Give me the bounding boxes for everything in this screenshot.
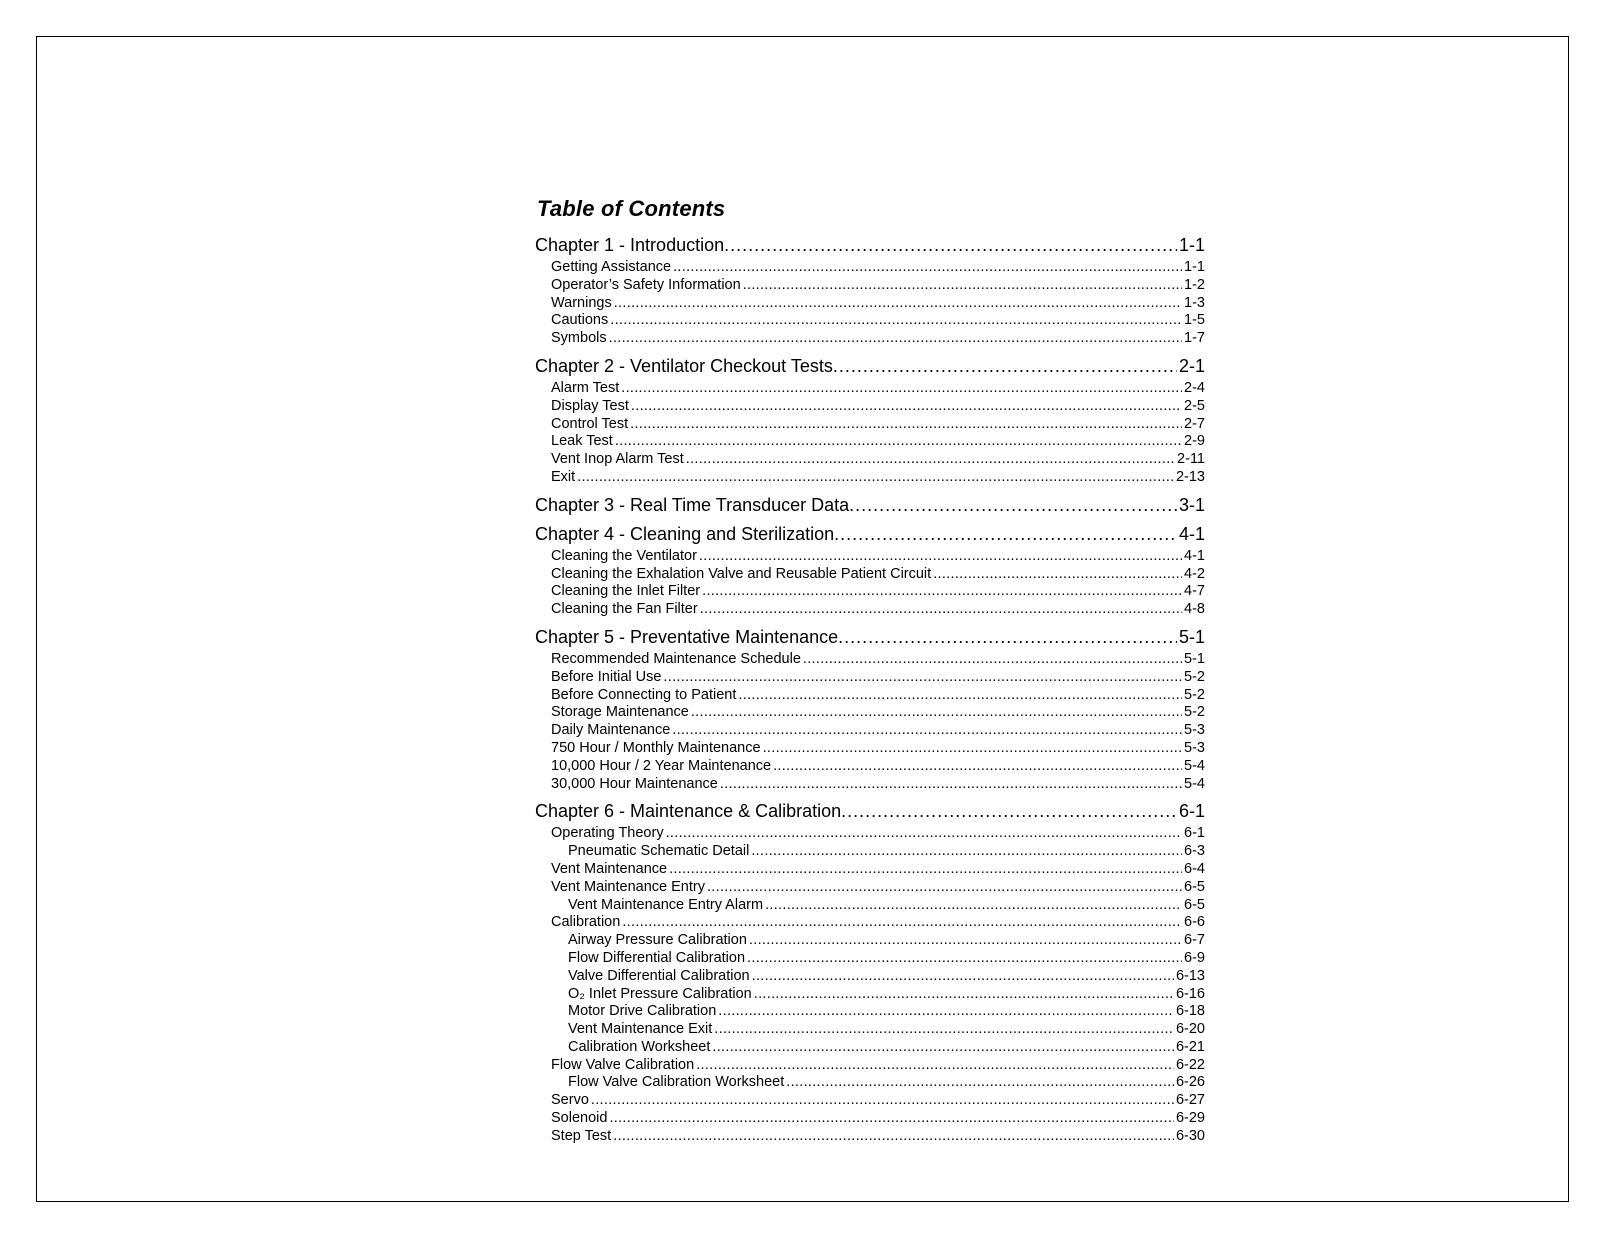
entry-title: O₂ Inlet Pressure Calibration bbox=[568, 985, 752, 1002]
entry-title: Vent Inop Alarm Test bbox=[551, 451, 684, 468]
entry-page-number: 2-11 bbox=[1177, 451, 1205, 468]
dot-leader bbox=[696, 1057, 1174, 1075]
toc-subentry-link[interactable] bbox=[535, 950, 1205, 968]
dot-leader bbox=[786, 1074, 1174, 1092]
dot-leader bbox=[834, 523, 1177, 545]
toc-entry-link[interactable] bbox=[535, 1128, 1205, 1146]
dot-leader bbox=[747, 950, 1182, 968]
entry-page-number: 6-5 bbox=[1184, 896, 1205, 913]
entry-title: Cleaning the Inlet Filter bbox=[551, 583, 701, 600]
dot-leader bbox=[707, 879, 1182, 897]
toc-entry-link[interactable] bbox=[535, 687, 1205, 705]
chapter-page-number: 4-1 bbox=[1178, 523, 1205, 544]
entry-list bbox=[535, 651, 1205, 793]
entry-title: Warnings bbox=[551, 294, 612, 311]
chapter-title: Chapter 1 - Introduction bbox=[535, 235, 725, 255]
dot-leader bbox=[613, 1128, 1174, 1146]
entry-page-number: 6-26 bbox=[1175, 1074, 1205, 1091]
entry-page-number: 1-1 bbox=[1184, 259, 1205, 275]
dot-leader bbox=[803, 651, 1182, 669]
entry-title: Solenoid bbox=[551, 1110, 608, 1127]
dot-leader bbox=[754, 986, 1174, 1004]
entry-title: Step Test bbox=[551, 1127, 612, 1144]
dot-leader bbox=[773, 758, 1182, 776]
dot-leader bbox=[718, 1003, 1174, 1021]
toc-entry-link[interactable] bbox=[535, 259, 1205, 277]
toc-entry-link[interactable] bbox=[535, 740, 1205, 758]
toc-entry-link[interactable] bbox=[535, 1110, 1205, 1128]
entry-title: Before Connecting to Patient bbox=[551, 686, 737, 703]
entry-page-number: 6-16 bbox=[1175, 985, 1205, 1002]
entry-page-number: 5-2 bbox=[1184, 686, 1205, 703]
dot-leader bbox=[720, 776, 1182, 794]
chapter-heading-link[interactable] bbox=[535, 355, 1205, 377]
entry-title: Servo bbox=[551, 1092, 589, 1109]
chapter-heading-link[interactable] bbox=[535, 626, 1205, 648]
toc-chapter bbox=[535, 234, 1205, 348]
entry-page-number: 1-7 bbox=[1184, 330, 1205, 347]
toc-entry-link[interactable] bbox=[535, 758, 1205, 776]
toc-entry-link[interactable] bbox=[535, 295, 1205, 313]
chapter-title: Chapter 3 - Real Time Transducer Data bbox=[535, 494, 850, 515]
dot-leader bbox=[833, 355, 1177, 377]
entry-title: 10,000 Hour / 2 Year Maintenance bbox=[551, 757, 772, 774]
dot-leader bbox=[743, 277, 1182, 295]
toc-entry-link[interactable] bbox=[535, 380, 1205, 398]
dot-leader bbox=[714, 1021, 1174, 1039]
toc-subentry-link[interactable] bbox=[535, 1003, 1205, 1021]
entry-title: Vent Maintenance bbox=[551, 860, 668, 877]
toc-entry-link[interactable] bbox=[535, 669, 1205, 687]
entry-title: Cautions bbox=[551, 312, 609, 329]
entry-page-number: 6-1 bbox=[1184, 825, 1205, 842]
entry-page-number: 1-3 bbox=[1184, 294, 1205, 311]
entry-title: Calibration bbox=[551, 914, 621, 931]
chapter-page-number: 6-1 bbox=[1178, 801, 1205, 822]
page-title: Table of Contents bbox=[537, 196, 726, 221]
entry-title: Vent Maintenance Entry Alarm bbox=[568, 896, 764, 913]
toc-subentry-link[interactable] bbox=[535, 986, 1205, 1004]
entry-title: Leak Test bbox=[551, 433, 613, 450]
dot-leader bbox=[631, 398, 1182, 416]
toc-entry-link[interactable] bbox=[535, 583, 1205, 601]
entry-page-number: 6-29 bbox=[1175, 1110, 1205, 1127]
dot-leader bbox=[749, 932, 1182, 950]
dot-leader bbox=[591, 1092, 1174, 1110]
entry-title: Cleaning the Ventilator bbox=[551, 547, 697, 564]
entry-title: 30,000 Hour Maintenance bbox=[551, 775, 718, 792]
toc-entry-link[interactable] bbox=[535, 277, 1205, 295]
dot-leader bbox=[577, 469, 1174, 487]
entry-title: Before Initial Use bbox=[551, 668, 662, 685]
toc-entry-link[interactable] bbox=[535, 704, 1205, 722]
chapter-heading-link[interactable] bbox=[535, 494, 1205, 516]
entry-page-number: 5-2 bbox=[1184, 704, 1205, 721]
toc-entry-link[interactable] bbox=[535, 825, 1205, 843]
dot-leader bbox=[691, 704, 1182, 722]
dot-leader bbox=[609, 330, 1182, 348]
entry-title: Display Test bbox=[551, 397, 629, 414]
entry-page-number: 6-13 bbox=[1175, 967, 1205, 984]
chapter-page-number: 2-1 bbox=[1178, 355, 1205, 376]
toc-entry-link[interactable] bbox=[535, 651, 1205, 669]
toc-subentry-link[interactable] bbox=[535, 968, 1205, 986]
dot-leader bbox=[724, 234, 1177, 256]
chapter-page-number: 3-1 bbox=[1178, 494, 1205, 515]
entry-page-number: 5-3 bbox=[1184, 722, 1205, 739]
dot-leader bbox=[699, 548, 1182, 566]
entry-page-number: 6-18 bbox=[1175, 1003, 1205, 1020]
toc-subentry-link[interactable] bbox=[535, 1021, 1205, 1039]
toc-entry-link[interactable] bbox=[535, 861, 1205, 879]
entry-title: Motor Drive Calibration bbox=[568, 1003, 717, 1020]
toc-entry-link[interactable] bbox=[535, 776, 1205, 794]
chapter-heading-link[interactable] bbox=[535, 800, 1205, 822]
entry-title: Flow Valve Calibration Worksheet bbox=[568, 1074, 785, 1091]
entry-title: Storage Maintenance bbox=[551, 704, 689, 721]
dot-leader bbox=[686, 451, 1175, 469]
toc-entry-link[interactable] bbox=[535, 451, 1205, 469]
entry-page-number: 6-5 bbox=[1184, 878, 1205, 895]
entry-title: Pneumatic Schematic Detail bbox=[568, 843, 750, 860]
entry-page-number: 2-9 bbox=[1184, 433, 1205, 450]
entry-list bbox=[535, 259, 1205, 348]
entry-page-number: 6-20 bbox=[1175, 1021, 1205, 1038]
dot-leader bbox=[666, 825, 1182, 843]
entry-page-number: 6-21 bbox=[1175, 1038, 1205, 1055]
entry-page-number: 4-1 bbox=[1184, 547, 1205, 564]
dot-leader bbox=[663, 669, 1182, 687]
entry-page-number: 6-7 bbox=[1184, 932, 1205, 949]
dot-leader bbox=[751, 843, 1182, 861]
entry-title: Control Test bbox=[551, 415, 629, 432]
toc-subentry-link[interactable] bbox=[535, 1074, 1205, 1092]
entry-page-number: 1-2 bbox=[1184, 276, 1205, 293]
entry-title: Exit bbox=[551, 468, 576, 485]
entry-page-number: 2-7 bbox=[1184, 415, 1205, 432]
toc-subentry-link[interactable] bbox=[535, 1039, 1205, 1057]
toc-chapter bbox=[535, 523, 1205, 619]
dot-leader bbox=[672, 722, 1182, 740]
entry-page-number: 6-6 bbox=[1184, 914, 1205, 931]
toc-subentry-link[interactable] bbox=[535, 897, 1205, 915]
dot-leader bbox=[752, 968, 1174, 986]
entry-page-number: 1-5 bbox=[1184, 312, 1205, 329]
entry-page-number: 6-27 bbox=[1175, 1092, 1205, 1109]
dot-leader bbox=[838, 626, 1177, 648]
toc-entry-link[interactable] bbox=[535, 416, 1205, 434]
dot-leader bbox=[841, 800, 1177, 822]
toc-entry-link[interactable] bbox=[535, 879, 1205, 897]
chapter-title: Chapter 2 - Ventilator Checkout Tests bbox=[535, 355, 833, 376]
chapter-title: Chapter 5 - Preventative Maintenance bbox=[535, 626, 839, 647]
entry-title: Daily Maintenance bbox=[551, 722, 671, 739]
entry-title: Vent Maintenance Exit bbox=[568, 1021, 713, 1038]
entry-page-number: 4-2 bbox=[1184, 565, 1205, 582]
dot-leader bbox=[933, 566, 1182, 584]
toc-entry-link[interactable] bbox=[535, 312, 1205, 330]
toc-entry-link[interactable] bbox=[535, 548, 1205, 566]
chapter-page-number: 5-1 bbox=[1178, 626, 1205, 647]
entry-page-number: 6-3 bbox=[1184, 843, 1205, 860]
entry-title: Vent Maintenance Entry bbox=[551, 878, 705, 895]
entry-title: Cleaning the Fan Filter bbox=[551, 601, 698, 618]
dot-leader bbox=[765, 897, 1182, 915]
entry-list bbox=[535, 825, 1205, 1145]
entry-page-number: 5-3 bbox=[1184, 739, 1205, 756]
toc-chapter bbox=[535, 800, 1205, 1145]
dot-leader bbox=[621, 380, 1182, 398]
toc-entry-link[interactable] bbox=[535, 914, 1205, 932]
chapter-heading-link[interactable] bbox=[535, 234, 1205, 256]
toc-entry-link[interactable] bbox=[535, 1092, 1205, 1110]
dot-leader bbox=[614, 295, 1182, 313]
entry-title: Alarm Test bbox=[551, 379, 620, 396]
entry-title: Getting Assistance bbox=[551, 259, 672, 275]
entry-page-number: 6-4 bbox=[1184, 860, 1205, 877]
entry-page-number: 4-8 bbox=[1184, 601, 1205, 618]
entry-page-number: 5-4 bbox=[1184, 757, 1205, 774]
entry-page-number: 2-5 bbox=[1184, 397, 1205, 414]
entry-title: Operating Theory bbox=[551, 825, 664, 842]
entry-page-number: 4-7 bbox=[1184, 583, 1205, 600]
chapter-page-number: 1-1 bbox=[1178, 235, 1205, 255]
chapter-list bbox=[535, 234, 1205, 1146]
entry-page-number: 2-13 bbox=[1175, 468, 1205, 485]
entry-title: 750 Hour / Monthly Maintenance bbox=[551, 739, 761, 756]
toc-entry-link[interactable] bbox=[535, 1057, 1205, 1075]
dot-leader bbox=[615, 433, 1182, 451]
toc-chapter bbox=[535, 626, 1205, 793]
entry-title: Flow Valve Calibration bbox=[551, 1056, 695, 1073]
dot-leader bbox=[700, 601, 1182, 619]
toc-entry-link[interactable] bbox=[535, 433, 1205, 451]
toc-entry-link[interactable] bbox=[535, 469, 1205, 487]
entry-title: Operator’s Safety Information bbox=[551, 276, 741, 293]
entry-list bbox=[535, 380, 1205, 487]
chapter-heading-link[interactable] bbox=[535, 523, 1205, 545]
toc-entry-link[interactable] bbox=[535, 330, 1205, 348]
dot-leader bbox=[712, 1039, 1174, 1057]
entry-list bbox=[535, 548, 1205, 619]
entry-title: Airway Pressure Calibration bbox=[568, 932, 747, 949]
entry-title: Calibration Worksheet bbox=[568, 1038, 711, 1055]
entry-title: Flow Differential Calibration bbox=[568, 949, 746, 966]
toc-chapter bbox=[535, 494, 1205, 516]
dot-leader bbox=[609, 1110, 1174, 1128]
table-of-contents bbox=[535, 196, 1205, 1153]
dot-leader bbox=[673, 259, 1182, 277]
entry-page-number: 2-4 bbox=[1184, 379, 1205, 396]
entry-page-number: 6-9 bbox=[1184, 949, 1205, 966]
dot-leader bbox=[738, 687, 1182, 705]
dot-leader bbox=[763, 740, 1182, 758]
chapter-title: Chapter 6 - Maintenance & Calibration bbox=[535, 801, 842, 822]
dot-leader bbox=[610, 312, 1182, 330]
entry-title: Cleaning the Exhalation Valve and Reusable Patient Circuit bbox=[551, 565, 932, 582]
dot-leader bbox=[630, 416, 1182, 434]
entry-page-number: 5-1 bbox=[1184, 650, 1205, 667]
toc-subentry-link[interactable] bbox=[535, 843, 1205, 861]
dot-leader bbox=[702, 583, 1182, 601]
chapter-title: Chapter 4 - Cleaning and Sterilization bbox=[535, 523, 835, 544]
entry-page-number: 6-22 bbox=[1175, 1056, 1205, 1073]
entry-title: Symbols bbox=[551, 330, 607, 347]
toc-entry-link[interactable] bbox=[535, 566, 1205, 584]
toc-chapter bbox=[535, 355, 1205, 487]
entry-title: Valve Differential Calibration bbox=[568, 967, 750, 984]
toc-entry-link[interactable] bbox=[535, 722, 1205, 740]
dot-leader bbox=[622, 914, 1182, 932]
toc-entry-link[interactable] bbox=[535, 398, 1205, 416]
entry-title: Recommended Maintenance Schedule bbox=[551, 650, 801, 667]
dot-leader bbox=[669, 861, 1182, 879]
entry-page-number: 5-4 bbox=[1184, 775, 1205, 792]
entry-page-number: 6-30 bbox=[1175, 1127, 1205, 1144]
toc-subentry-link[interactable] bbox=[535, 932, 1205, 950]
toc-entry-link[interactable] bbox=[535, 601, 1205, 619]
entry-page-number: 5-2 bbox=[1184, 668, 1205, 685]
dot-leader bbox=[849, 494, 1177, 516]
